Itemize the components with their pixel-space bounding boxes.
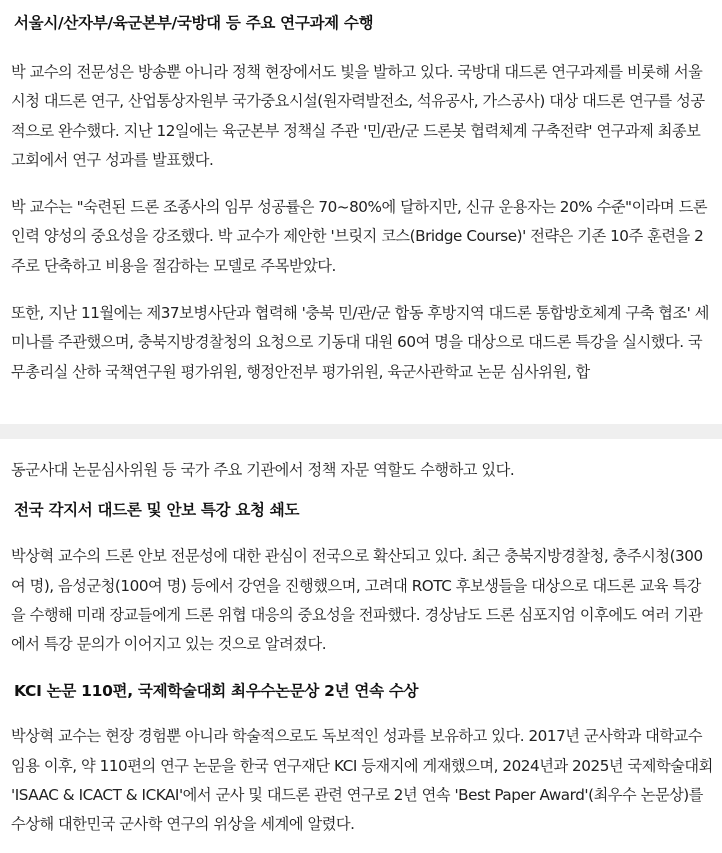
section-heading-papers: KCI 논문 110편, 국제학술대회 최우수논문상 2년 연속 수상 xyxy=(14,682,419,701)
paragraph-drone-training: 박 교수는 "숙련된 드론 조종사의 임무 성공률은 70~80%에 달하지만, 신규 운용자는 20% 수준"이라며 드론 인력 양성의 중요성을 강조했다. 박 교수가 제안한 '브릿지 코스(Bridge Course)' 전략은 기존 10주 훈련을 2주로 단축하고 비용을 절감하는 모델로 주목받았다. xyxy=(11,198,708,275)
paragraph-seminar-advisory: 또한, 지난 11월에는 제37보병사단과 협력해 '충북 민/관/군 합동 후방지역 대드론 통합방호체계 구축 협조' 세미나를 주관했으며, 충북지방경찰청의 요청으로 기동대 대원 60여 명을 대상으로 대드론 특강을 실시했다. 국무총리실 산하 국책연구원 평가위원, 행정안전부 평가위원, 육군사관학교 논문 심사위원, 합 xyxy=(11,304,709,381)
article-card-top xyxy=(0,0,722,424)
section-heading-research: 서울시/산자부/육군본부/국방대 등 주요 연구과제 수행 xyxy=(14,14,374,32)
section-heading-lectures: 전국 각지서 대드론 및 안보 특강 요청 쇄도 xyxy=(14,501,300,520)
paragraph-advisory-continued: 동군사대 논문심사위원 등 국가 주요 기관에서 정책 자문 역할도 수행하고 있다. xyxy=(11,461,515,479)
paragraph-papers-awards: 박상혁 교수는 현장 경험뿐 아니라 학술적으로도 독보적인 성과를 보유하고 있다. 2017년 군사학과 대학교수 임용 이후, 약 110편의 연구 논문을 한국 연구재단 KCI 등재지에 게재했으며, 2024년과 2025년 국제학술대회 'ISAAC & ICACT & ICKAI'에서 군사 및 대드론 관련 연구로 2년 연속 'Best Paper Award'(최우수 논문상)를 수상해 대한민국 군사학 연구의 위상을 세계에 알렸다. xyxy=(11,727,713,834)
card-divider-band xyxy=(0,424,722,439)
article-card-bottom xyxy=(0,439,722,853)
paragraph-research-projects: 박 교수의 전문성은 방송뿐 아니라 정책 현장에서도 빛을 발하고 있다. 국방대 대드론 연구과제를 비롯해 서울시청 대드론 연구, 산업통상자원부 국가중요시설(원자력발전소, 석유공사, 가스공사) 대상 대드론 연구를 성공적으로 완수했다. 지난 12일에는 육군본부 정책실 주관 '민/관/군 드론봇 협력체계 구축전략' 연구과제 최종보고회에서 연구 성과를 발표했다. xyxy=(11,63,705,169)
paragraph-lectures: 박상혁 교수의 드론 안보 전문성에 대한 관심이 전국으로 확산되고 있다. 최근 충북지방경찰청, 충주시청(300여 명), 음성군청(100여 명) 등에서 강연을 진행했으며, 고려대 ROTC 후보생들을 대상으로 대드론 교육 특강을 수행해 미래 장교들에게 드론 위협 대응의 중요성을 전파했다. 경상남도 드론 심포지엄 이후에도 여러 기관에서 특강 문의가 이어지고 있는 것으로 알려졌다. xyxy=(11,547,703,654)
